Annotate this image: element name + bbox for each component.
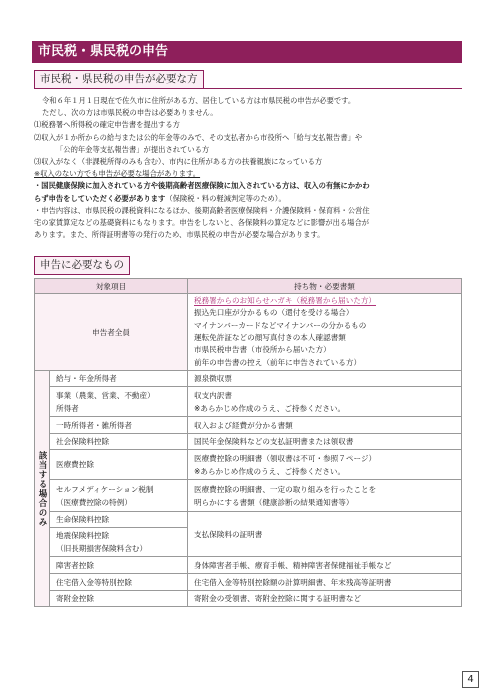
row-label-line: （医療費控除の特例） (56, 497, 132, 507)
table-row (35, 450, 462, 480)
usage-note-b: 宅の家賃算定などの基礎資料にもなります。申告をしないと、各保険料の算定などに影響が出る場合が (34, 218, 370, 228)
row-label-line: 事業（農業、営業、不動産） (56, 390, 155, 400)
row-doc-line: 明らかにする書類（健康診断の結果通知書等） (194, 497, 354, 507)
insurance-note-b-line (34, 193, 462, 205)
page-number: 4 (462, 671, 479, 688)
insurance-note-a: ・国民健康保険に加入されている方や後期高齢者医療保険に加入されている方は、収入の有無にかかわ (34, 181, 370, 191)
list-item: 市県民税申告書（市役所から届いた方） (194, 345, 331, 355)
row-label (50, 480, 188, 512)
intro-text (34, 95, 462, 241)
row-doc: 国民年金保険料などの支払証明書または領収書 (188, 434, 462, 450)
row-doc-line: 収支内訳書 (194, 390, 232, 400)
row-doc-line: 医療費控除の明細書（領収書は不可・参照７ページ） (194, 453, 377, 463)
exempt-item-2a: ⑵収入が１か所からの給与または公的年金等のみで、その支払者から市役所へ「給与支払報告書」や (34, 132, 363, 142)
table-row (35, 591, 462, 607)
table-row (35, 371, 462, 387)
need-heading-underline (34, 88, 462, 89)
insurance-note-b: らず申告をしていただく必要があります (34, 193, 166, 203)
row-doc (188, 450, 462, 480)
row-doc: 源泉徴収票 (188, 371, 462, 387)
row-label: 社会保険料控除 (50, 434, 188, 450)
row-label-line: 地震保険料控除 (56, 531, 110, 540)
row-doc: 寄附金の受領書、寄附金控除に関する証明書など (188, 591, 462, 607)
row-label: 医療費控除 (50, 450, 188, 480)
list-item: 運転免許証などの顔写真付きの本人確認書類 (194, 333, 346, 342)
exempt-item-1: ⑴税務署へ所得税の確定申告書を提出する方 (34, 120, 180, 130)
intro-p2: ただし、次の方は市県民税の申告は必要ありません。 (42, 108, 218, 118)
row-label: 生命保険料控除 (50, 512, 188, 528)
requirements-table (34, 278, 462, 607)
section-title: 市民税・県民税の申告 (32, 41, 462, 63)
usage-note-c: あります。また、所得証明書等の発行のため、市県民税の申告が必要な場合があります。 (34, 230, 325, 240)
row-label (50, 387, 188, 417)
applicable-only-label: 該当する場合のみ (35, 371, 50, 607)
row-label-line: セルフメディケーション税制 (56, 484, 154, 494)
table-header-row (35, 279, 462, 294)
table-row (35, 417, 462, 434)
row-doc-line: ※あらかじめ作成のうえ、ご持参ください。 (194, 466, 346, 476)
row-label: 住宅借入金等特別控除 (50, 574, 188, 591)
table-row (35, 480, 462, 512)
header-items: 持ち物・必要書類 (188, 279, 462, 294)
list-item: マイナンバーカードなどマイナンバーの分かるもの (194, 320, 367, 330)
row-doc: 支払保険料の証明書 (188, 512, 462, 557)
tax-office-postcard: 税務署からのお知らせハガキ（税務署から届いた方） (194, 296, 377, 306)
all-applicants-label: 申告者全員 (35, 294, 188, 371)
need-heading: 市民税・県民税の申告が必要な方 (34, 70, 204, 89)
table-row (35, 387, 462, 417)
insurance-note-c: （保険税・料の軽減判定等のため）。 (165, 193, 286, 203)
usage-note-a: ・申告内容は、市県民税の課税資料になるほか、後期高齢者医療保険料・介護保険料・保育料・公営住 (34, 205, 370, 215)
table-row (35, 574, 462, 591)
exempt-note: ※収入のない方でも申告が必要な場合があります。 (34, 169, 201, 179)
table-row (35, 512, 462, 528)
needed-heading: 申告に必要なもの (34, 256, 130, 275)
list-item: 振込先口座が分かるもの（還付を受ける場合） (194, 308, 354, 318)
list-item: 前年の申告書の控え（前年に申告されている方） (194, 357, 362, 367)
row-doc (188, 480, 462, 512)
row-doc-line: ※あらかじめ作成のうえ、ご持参ください。 (194, 403, 346, 413)
intro-p1: 令和６年１月１日現在で佐久市に住所がある方、居住している方は市県民税の申告が必要です。 (42, 96, 356, 105)
row-doc: 住宅借入金等特別控除額の計算明細書、年末残高等証明書 (188, 574, 462, 591)
row-label: 給与・年金所得者 (50, 371, 188, 387)
table-row (35, 294, 462, 371)
exempt-item-2b: 「公的年金等支払報告書」が提出されている方 (56, 144, 210, 154)
row-label-line: （旧長期損害保険料含む） (56, 544, 148, 553)
row-label: 一時所得者・雑所得者 (50, 417, 188, 434)
exempt-item-3: ⑶収入がなく（非課税所得のみも含む）、市内に住所がある方の扶養親族になっている方 (34, 157, 323, 167)
table-row (35, 557, 462, 574)
row-label: 寄附金控除 (50, 591, 188, 607)
header-target: 対象項目 (35, 279, 188, 294)
row-label-line: 所得者 (56, 403, 79, 413)
row-doc: 収入および経費が分かる書類 (188, 417, 462, 434)
table-row (35, 434, 462, 450)
row-doc: 身体障害者手帳、療育手帳、精神障害者保健福祉手帳など (188, 557, 462, 574)
row-doc-line: 医療費控除の明細書、一定の取り組みを行ったことを (194, 484, 377, 494)
row-label (50, 528, 188, 557)
all-applicants-docs (188, 294, 462, 371)
row-doc (188, 387, 462, 417)
row-label: 障害者控除 (50, 557, 188, 574)
